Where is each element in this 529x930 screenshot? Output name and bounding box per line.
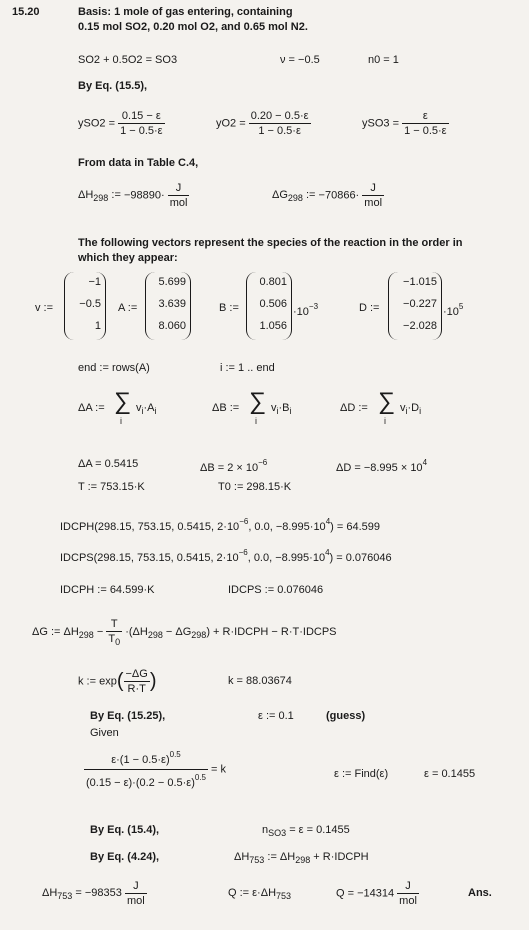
idcps-args: IDCPS(298.15, 753.15, 0.5415, 2·10 [60,552,239,564]
d-cell: −2.028 [403,320,437,332]
v-cell: −1 [88,276,101,288]
guess-note: (guess) [326,710,366,722]
d-label: D := [359,302,380,314]
args-tail: , 0.0, −8.995·10 [248,521,326,533]
k-result: k = 88.03674 [228,675,292,687]
dh298-value: −98890· [123,189,165,202]
y-so3-numerator: ε [422,110,428,122]
idcph-args: IDCPH(298.15, 753.15, 0.5415, 2·10 [60,521,240,533]
nu-equation: ν = −0.5 [280,54,320,66]
delta-d-term: $v_i\cdot D_i$ [400,402,422,416]
by-eq-15-4: By Eq. (15.4), [90,824,160,836]
k-denominator: R·T [124,681,150,695]
unit-j: J [405,880,411,892]
b-cell: 1.056 [259,320,287,332]
a-cell: 3.639 [158,298,186,310]
y-o2-numerator: 0.20 − 0.5·ε [250,110,309,122]
b-cell: 0.801 [259,276,287,288]
problem-number: 15.20 [12,6,40,18]
delta-b-term: $v_i\cdot B_i$ [271,402,292,416]
v-vector [64,272,106,340]
by-eq-4-24: By Eq. (4.24), [90,851,160,863]
y-so2-expression: ySO2 = $\frac{0.15 - \varepsilon}{1 - 0.5\cdot\varepsilon}$ [78,110,163,137]
unit-mol: mol [126,895,145,907]
y-so3-expression: ySO3 = $\frac{\varepsilon}{1 - 0.5\cdot\varepsilon}$ [362,110,447,137]
from-table-text: From data in Table C.4, [78,157,199,169]
k-lhs: k := exp [78,675,117,688]
delta-b-value: ΔB = 2 × 10 [200,462,259,474]
q-value: Q = −14314 [336,887,395,900]
equilibrium-equation: $\frac{\varepsilon\cdot(1 - 0.5\cdot\varepsilon)^{0.5}}{(0.15 - \varepsilon)\cdot(0.2 - 0.5\cdot\varepsilon)^{0.5}}$ = k [86,750,227,789]
t-definition: T := 753.15·K [78,481,145,493]
d-cell: −0.227 [403,298,437,310]
eq-rhs: = k [211,763,227,776]
delta-d-result: $\Delta D = -8.995 \times 10^4$ [336,458,428,474]
t0-definition: T0 := 298.15·K [218,481,292,493]
delta-a-result: ΔA = 0.5415 [78,458,139,470]
k-numerator: −ΔG [125,668,148,680]
eq-denominator: (0.15 − ε)·(0.2 − 0.5·ε) [86,777,195,789]
v-cell: 1 [94,320,101,332]
basis-line-1: Basis: 1 mole of gas entering, containing [78,6,293,18]
given-keyword: Given [90,727,119,739]
y-so2-numerator: 0.15 − ε [121,110,161,122]
b-vector [246,272,292,340]
delta-a-sum: ΔA := [78,402,105,414]
unit-j: J [133,880,139,892]
y-so2-denominator: 1 − 0.5·ε [120,125,163,137]
q-result [336,880,419,907]
delta-b-result: $\Delta B = 2 \times 10^{-6}$ [200,458,268,474]
n0-equation: n0 = 1 [368,54,399,66]
d-scale: $\cdot 10^5$ [443,302,464,318]
sum-symbol: ∑ [378,388,396,415]
sum-symbol: ∑ [114,388,132,415]
i-definition: i := 1 .. end [220,362,275,374]
eq-numerator: ε·(1 − 0.5·ε) [111,754,170,766]
reaction: SO2 + 0.5O2 = SO3 [78,54,178,66]
a-vector [145,272,191,340]
dg298-value: −70866· [318,189,360,202]
unit-mol: mol [364,197,383,209]
vectors-text-2: which they appear: [78,252,178,264]
delta-d-sum: ΔD := [340,402,368,414]
idcph-evaluation: IDCPH(298.15, 753.15, 0.5415, $2\cdot 10^{-6}$, 0.0, $-8.995\cdot 10^4) = 64.599$ [60,517,380,533]
n-so3-result: $n_{SO3} = \varepsilon = 0.1455$ [262,824,350,838]
idcph-definition: IDCPH := 64.599·K [60,584,155,596]
idcph-result: ) = 64.599 [330,521,380,533]
by-eq-15-5: By Eq. (15.5), [78,80,148,92]
by-eq-15-25: By Eq. (15.25), [90,710,166,722]
args-tail: , 0.0, −8.995·10 [247,552,326,564]
y-o2-expression: yO2 = $\frac{0.20 - 0.5\cdot\varepsilon}{1 - 0.5\cdot\varepsilon}$ [216,110,309,137]
idcps-result: ) = 0.076046 [329,552,392,564]
dh753-result: $\Delta H_{753} = -98353$ $\frac{J}{\text{mol}}$ [42,880,145,907]
eps-result: ε = 0.1455 [424,768,476,780]
k-definition: k := exp( $\frac{-\Delta G}{R\cdot T}$ ) [78,668,157,695]
b-cell: 0.506 [259,298,287,310]
sum-index: i [384,416,386,426]
delta-d-value: ΔD = −8.995 × 10 [336,462,423,474]
idcps-evaluation: IDCPS(298.15, 753.15, 0.5415, $2\cdot 10^{-6}$, 0.0, $-8.995\cdot 10^4) = 0.076046$ [60,548,392,564]
basis-line-2: 0.15 mol SO2, 0.20 mol O2, and 0.65 mol N2. [78,21,308,33]
find-statement: ε := Find(ε) [334,768,389,780]
unit-j: J [370,182,376,194]
idcps-definition: IDCPS := 0.076046 [228,584,324,596]
d-cell: −1.015 [403,276,437,288]
end-definition: end := rows(A) [78,362,150,374]
dh298-definition: $\Delta H_{298}$ := −98890· $\frac{J}{\text{mol}}$ [78,182,188,209]
delta-a-term: $v_i\cdot A_i$ [136,402,157,416]
sum-index: i [255,416,257,426]
dg-definition: ΔG := $\Delta H_{298}$ − $\frac{T}{T_0}$ $\cdot(\Delta H_{298} - \Delta G_{298})$ + R·IDCPH − R·T·IDCPS [32,618,337,647]
a-cell: 5.699 [158,276,186,288]
d-vector [388,272,442,340]
q-definition: Q := $\varepsilon\cdot\Delta H_{753}$ [228,887,292,901]
eps-guess: ε := 0.1 [258,710,294,722]
a-label: A := [118,302,138,314]
sum-symbol: ∑ [249,388,267,415]
dh753-definition: $\Delta H_{753}$ := $\Delta H_{298}$ + R·IDCPH [234,851,369,865]
a-cell: 8.060 [158,320,186,332]
sum-index: i [120,416,122,426]
y-so3-denominator: 1 − 0.5·ε [404,125,447,137]
v-cell: −0.5 [79,298,101,310]
unit-j: J [175,182,182,194]
unit-mol: mol [399,895,417,907]
v-label: v := [35,302,54,314]
delta-b-sum: ΔB := [212,402,240,414]
vectors-text-1: The following vectors represent the species of the reaction in the order in [78,237,463,249]
b-scale: $\cdot 10^{-3}$ [293,302,319,318]
b-label: B := [219,302,239,314]
answer-marker: Ans. [468,887,492,899]
y-o2-denominator: 1 − 0.5·ε [249,123,311,137]
unit-mol: mol [169,197,188,209]
dg298-definition: $\Delta G_{298}$ := −70866· $\frac{J}{\text{mol}}$ [272,182,383,209]
